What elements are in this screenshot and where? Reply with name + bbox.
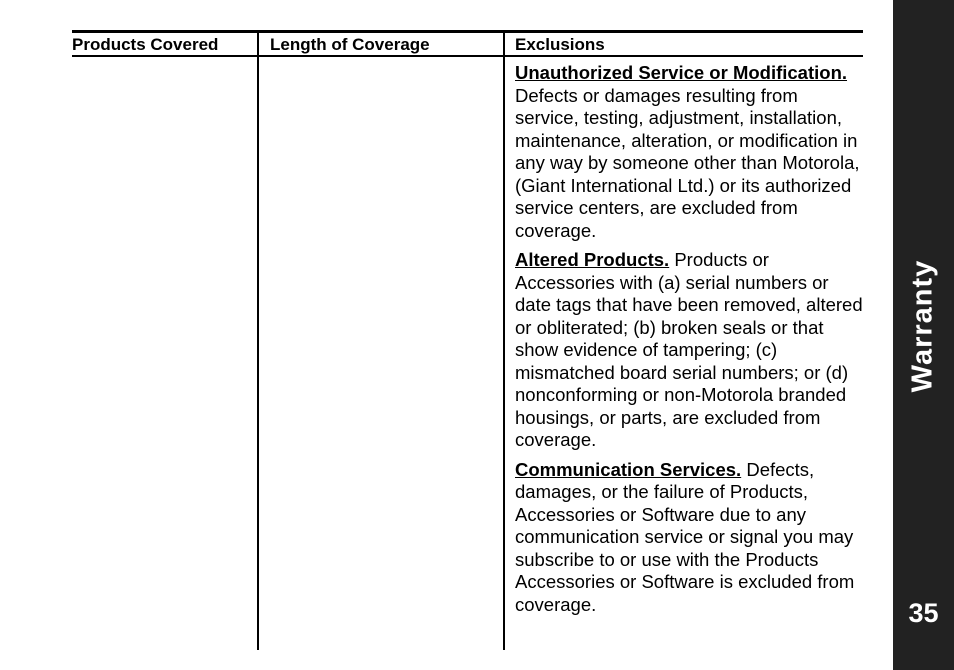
exclusions-column xyxy=(515,62,865,623)
header-exclusions: Exclusions xyxy=(515,35,605,54)
exclusion-term: Communication Services. xyxy=(515,458,742,480)
section-title-container xyxy=(893,0,954,670)
column-divider-1 xyxy=(257,32,259,650)
exclusion-text: Defects or damages resulting from service, testing, adjustment, installation, maintenance, alteration, or modification in any way by someone other than Motorola, (Giant International Ltd.) or its authorized service centers, are excluded from coverage. xyxy=(515,84,860,241)
section-side-tab xyxy=(893,0,954,670)
exclusion-altered-products xyxy=(515,249,865,452)
exclusion-unauthorized-service xyxy=(515,62,865,242)
exclusion-text: Defects, damages, or the failure of Products, Accessories or Software due to any communication service or signal you may subscribe to or use with the Products Accessories or Software is excluded from coverage. xyxy=(515,458,855,615)
header-products-covered: Products Covered xyxy=(72,35,219,54)
header-underline-rule xyxy=(72,55,863,57)
page-number: 35 xyxy=(908,598,939,628)
table-top-rule xyxy=(72,30,863,33)
table-header-row xyxy=(72,34,863,56)
exclusion-communication-services xyxy=(515,459,865,617)
exclusion-term: Altered Products. xyxy=(515,249,670,270)
section-title: Warranty xyxy=(906,259,939,393)
exclusion-term: Unauthorized Service or Modification. xyxy=(515,62,848,83)
exclusion-text: Products or Accessories with (a) serial numbers or date tags that have been removed, altered or obliterated; (b) broken seals or that show evidence of tampering; (c) mismatched board serial numbers; or (d) nonconforming or non-Motorola branded housings, or parts, are excluded from coverage. xyxy=(515,249,863,450)
column-divider-2 xyxy=(503,32,505,650)
header-length-of-coverage: Length of Coverage xyxy=(270,35,430,54)
